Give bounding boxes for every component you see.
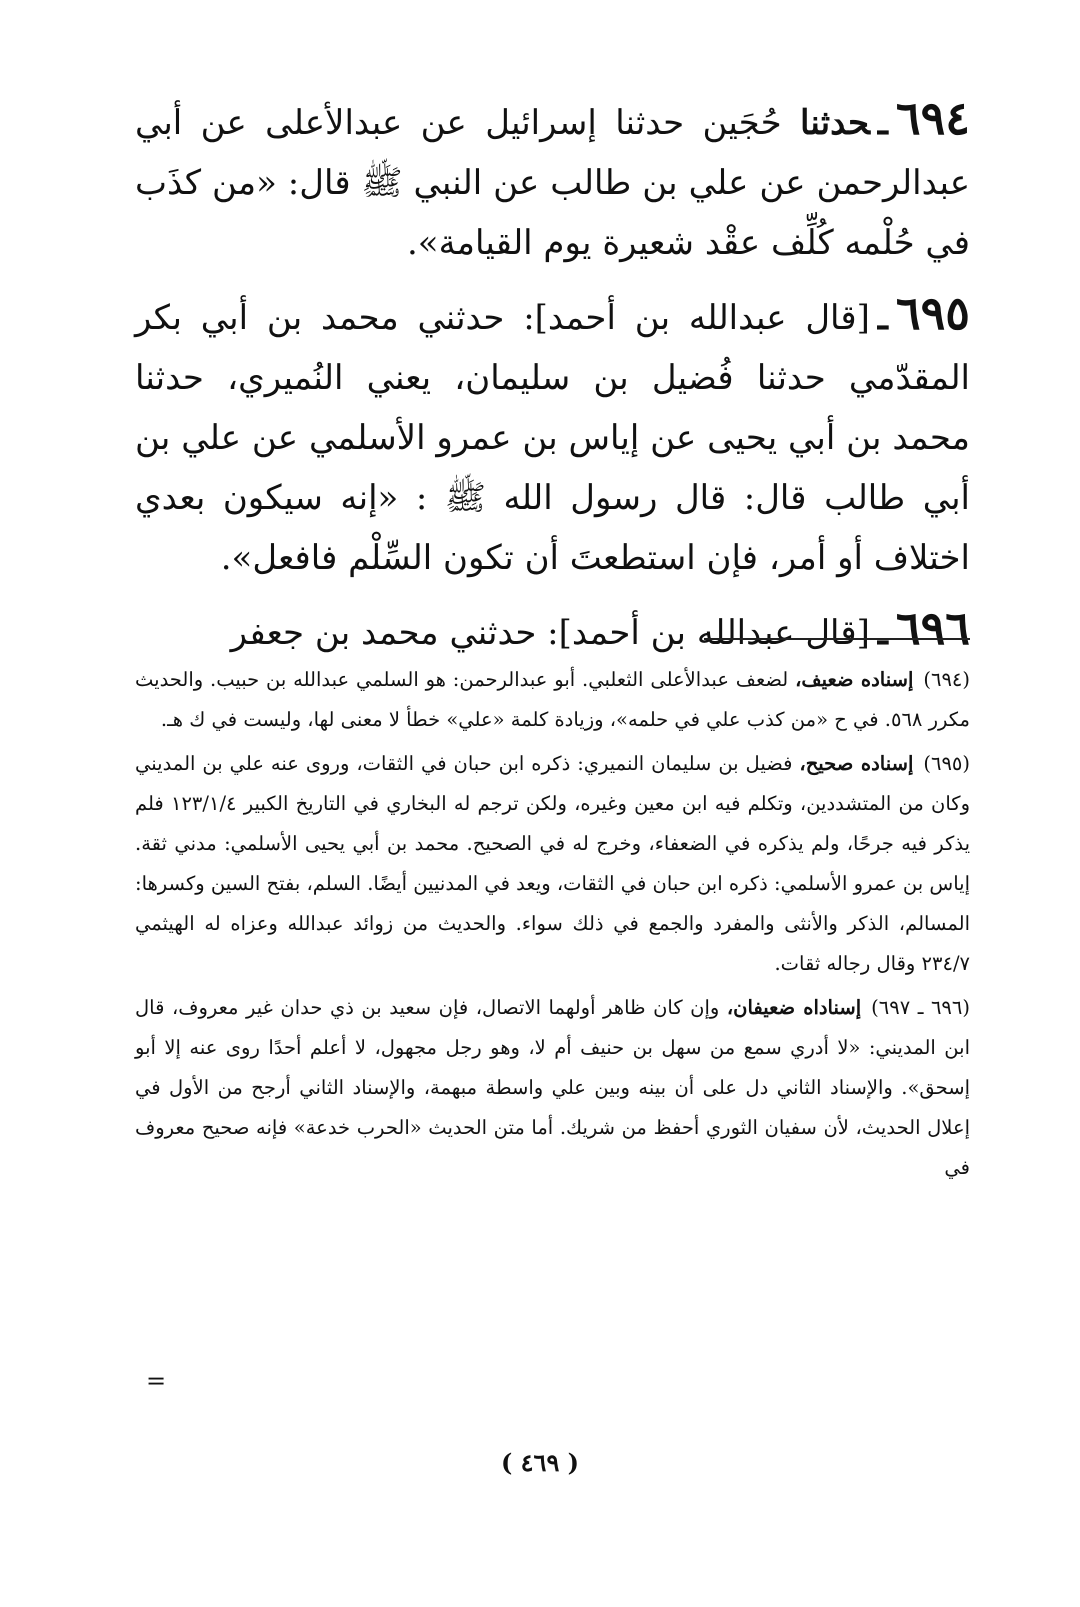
hadith-694: [135, 88, 970, 273]
hadith-lead: حدثنا: [800, 103, 870, 143]
hadith-text: [قال عبدالله بن أحمد]: حدثني محمد بن أبي بكر المقدّمي حدثنا فُضيل بن سليمان، يعني النُميري، حدثنا محمد بن أبي يحيى عن إياس بن عمرو الأسلمي عن علي بن أبي طالب قال: قال رسول الله ﷺ : «إنه سيكون بعدي اختلاف أو أمر، فإن استطعتَ أن تكون السِّلْم فافعل».: [135, 298, 970, 578]
footnote-ref: (٦٩٦ ـ ٦٩٧): [871, 996, 970, 1019]
footnote-lead: إسناده ضعيف،: [795, 668, 914, 691]
footnote-ref: (٦٩٥): [923, 752, 971, 775]
hadith-number: ٦٩٦: [895, 601, 970, 655]
footnote-text: فضيل بن سليمان النميري: ذكره ابن حبان في الثقات، وروى عنه علي بن المديني وكان من المتشددين، وتكلم فيه ابن معين وغيره، ولكن ترجم له البخاري في التاريخ الكبير ١٢٣/١/٤ فلم يذكر فيه جرحًا، ولم يذكره في الضعفاء، وخرج له في الصحيح. محمد بن أبي يحيى الأسلمي: مدني ثقة. إياس بن عمرو الأسلمي: ذكره ابن حبان في الثقات، ويعد في المدنيين أيضًا. السلم، بفتح السين وكسرها: المسالم، الذكر والأنثى والمفرد والجمع في ذلك سواء. والحديث من زوائد عبدالله وعزاه له الهيثمي ٢٣٤/٧ وقال رجاله ثقات.: [135, 752, 970, 975]
footnote-text: وإن كان ظاهر أولهما الاتصال، فإن سعيد بن ذي حدان غير معروف، قال ابن المديني: «لا أدري سمع من سهل بن حنيف أم لا، وهو رجل مجهول، لا أعلم أحدًا روى عنه إلا أبو إسحق». والإسناد الثاني دل على أن بينه وبين علي واسطة مبهمة، والإسناد الثاني أرجح من الأول في إعلال الحديث، لأن سفيان الثوري أحفظ من شريك. أما متن الحديث «الحرب خدعة» فإنه صحيح معروف في: [135, 996, 970, 1179]
footnote-ref: (٦٩٤): [923, 668, 970, 691]
footnote-lead: إسناده صحيح،: [799, 752, 914, 775]
hadith-number: ٦٩٤: [895, 91, 970, 145]
hadith-dash: ـ: [877, 298, 888, 338]
page-number: ( ٤٦٩ ): [500, 1448, 580, 1477]
footnote-696-697: [135, 988, 970, 1188]
hadith-number: ٦٩٥: [895, 286, 970, 340]
hadith-dash: ـ: [877, 613, 888, 653]
footnote-separator: [704, 638, 970, 640]
footnote-text: لضعف عبدالأعلى الثعلبي. أبو عبدالرحمن: هو السلمي عبدالله بن حبيب. والحديث مكرر ٥٦٨. في ح «من كذب علي في حلمه»، وزيادة كلمة «علي» خطأ لا معنى لها، وليست في ك هـ.: [135, 668, 970, 731]
hadith-text: حُجَين حدثنا إسرائيل عن عبدالأعلى عن أبي عبدالرحمن عن علي بن طالب عن النبي ﷺ قال: «من كذَب في حُلْمه كُلِّف عقْد شعيرة يوم القيامة».: [135, 103, 970, 263]
footnote-695: [135, 744, 970, 984]
hadith-text: [قال عبدالله بن أحمد]: حدثني محمد بن جعفر: [230, 613, 870, 653]
hadith-dash: ـ: [877, 103, 888, 143]
continuation-mark: =: [146, 1367, 167, 1395]
footnote-lead: إسناداه ضعيفان،: [726, 996, 862, 1019]
hadith-696: [135, 598, 970, 663]
main-text: [135, 88, 970, 673]
footnote-694: [135, 660, 970, 740]
hadith-695: [135, 283, 970, 588]
footnotes: [135, 660, 970, 1192]
